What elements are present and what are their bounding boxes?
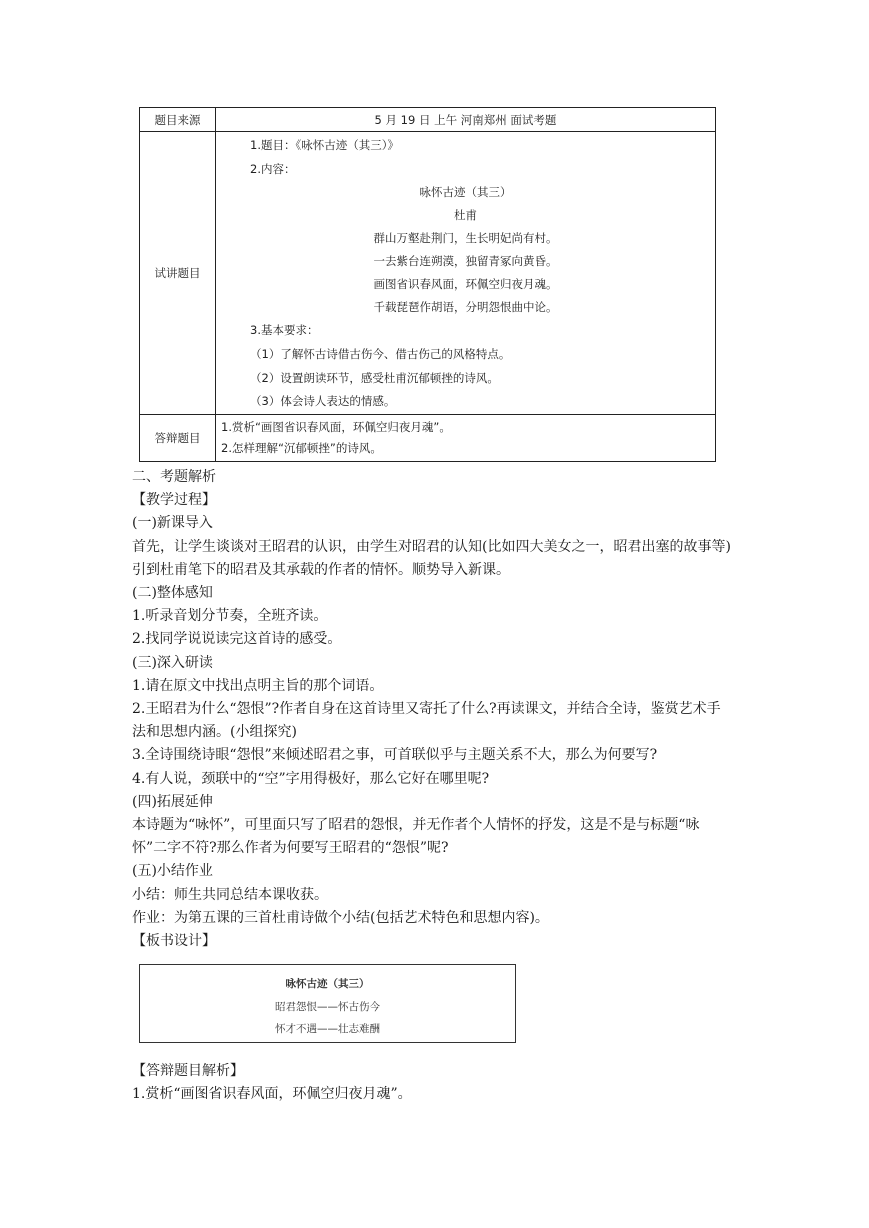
source-row (140, 108, 716, 132)
step-item: 4.有人说，颈联中的“空”字用得极好，那么它好在哪里呢? (132, 770, 490, 787)
poem-line: 画图省识春风面，环佩空归夜月魂。 (373, 277, 558, 291)
board-line: 怀才不遇——壮志难酬 (275, 1023, 380, 1035)
topic-title-line: 1.题目：《咏怀古迹（其三）》 (250, 138, 399, 152)
step-title: (三)深入研读 (132, 654, 213, 671)
step-paragraph: 本诗题为“咏怀”，可里面只写了昭君的怨恨，并无作者个人情怀的抒发，这是不是与标题“咏怀”二字不符?那么作者为何要写王昭君的“怨恨”呢? (132, 817, 700, 857)
step-item: 2.王昭君为什么“怨恨”?作者自身在这首诗里又寄托了什么?再读课文，并结合全诗，鉴赏艺术手法和思想内涵。(小组探究) (132, 701, 721, 741)
topic-row (140, 132, 716, 415)
step-title: (五)小结作业 (132, 863, 213, 880)
board-design-heading: 【板书设计】 (132, 933, 216, 950)
board-line: 昭君怨恨——怀古伤今 (275, 1001, 380, 1013)
topic-label: 试讲题目 (140, 132, 216, 415)
step-title: (一)新课导入 (132, 515, 213, 532)
source-label: 题目来源 (140, 108, 216, 132)
exam-info-table (139, 107, 716, 462)
requirement-item: （2）设置朗读环节，感受杜甫沉郁顿挫的诗风。 (250, 371, 499, 385)
defense-row (140, 415, 716, 462)
step-item: 1.听录音划分节奏，全班齐读。 (132, 608, 328, 625)
poem-author: 杜甫 (454, 208, 477, 222)
step-item: 小结：师生共同总结本课收获。 (132, 886, 328, 903)
blackboard-design-box (139, 964, 516, 1043)
defense-analysis-section (132, 1060, 732, 1106)
requirement-item: （3）体会诗人表达的情感。 (250, 394, 396, 408)
poem-line: 群山万壑赴荆门，生长明妃尚有村。 (373, 231, 558, 245)
step-item: 作业：为第五课的三首杜甫诗做个小结(包括艺术特色和思想内容)。 (132, 909, 549, 926)
defense-analysis-heading: 【答辩题目解析】 (132, 1063, 244, 1079)
defense-item: 2.怎样理解“沉郁顿挫”的诗风。 (221, 441, 382, 455)
defense-analysis-item: 1.赏析“画图省识春风面，环佩空归夜月魂”。 (132, 1086, 412, 1102)
step-paragraph: 首先，让学生谈谈对王昭君的认识，由学生对昭君的认知(比如四大美女之一，昭君出塞的故事等)引到杜甫笔下的昭君及其承载的作者的情怀。顺势导入新课。 (132, 538, 731, 578)
requirement-item: （1）了解怀古诗借古伤今、借古伤己的风格特点。 (250, 347, 511, 361)
board-title: 咏怀古迹（其三） (285, 978, 370, 990)
poem-title: 咏怀古迹（其三） (419, 185, 512, 199)
step-item: 3.全诗围绕诗眼“怨恨”来倾述昭君之事，可首联似乎与主题关系不大，那么为何要写? (132, 747, 658, 764)
analysis-section (132, 466, 732, 953)
defense-label: 答辩题目 (140, 415, 216, 462)
step-item: 2.找同学说说读完这首诗的感受。 (132, 631, 342, 648)
section-heading: 二、考题解析 (132, 469, 216, 485)
requirements-label: 3.基本要求： (250, 323, 319, 337)
step-title: (二)整体感知 (132, 585, 213, 602)
defense-content (216, 415, 716, 462)
defense-item: 1.赏析“画图省识春风面，环佩空归夜月魂”。 (221, 420, 451, 434)
source-value: 5 月 19 日 上午 河南郑州 面试考题 (216, 108, 716, 132)
poem-line: 一去紫台连朔漠，独留青冢向黄昏。 (373, 254, 558, 268)
content-label: 2.内容： (250, 162, 296, 176)
poem-line: 千载琵琶作胡语，分明怨恨曲中论。 (373, 300, 558, 314)
step-title: (四)拓展延伸 (132, 793, 213, 810)
teaching-process-heading: 【教学过程】 (132, 492, 216, 509)
step-item: 1.请在原文中找出点明主旨的那个词语。 (132, 677, 384, 694)
topic-content (216, 132, 716, 415)
